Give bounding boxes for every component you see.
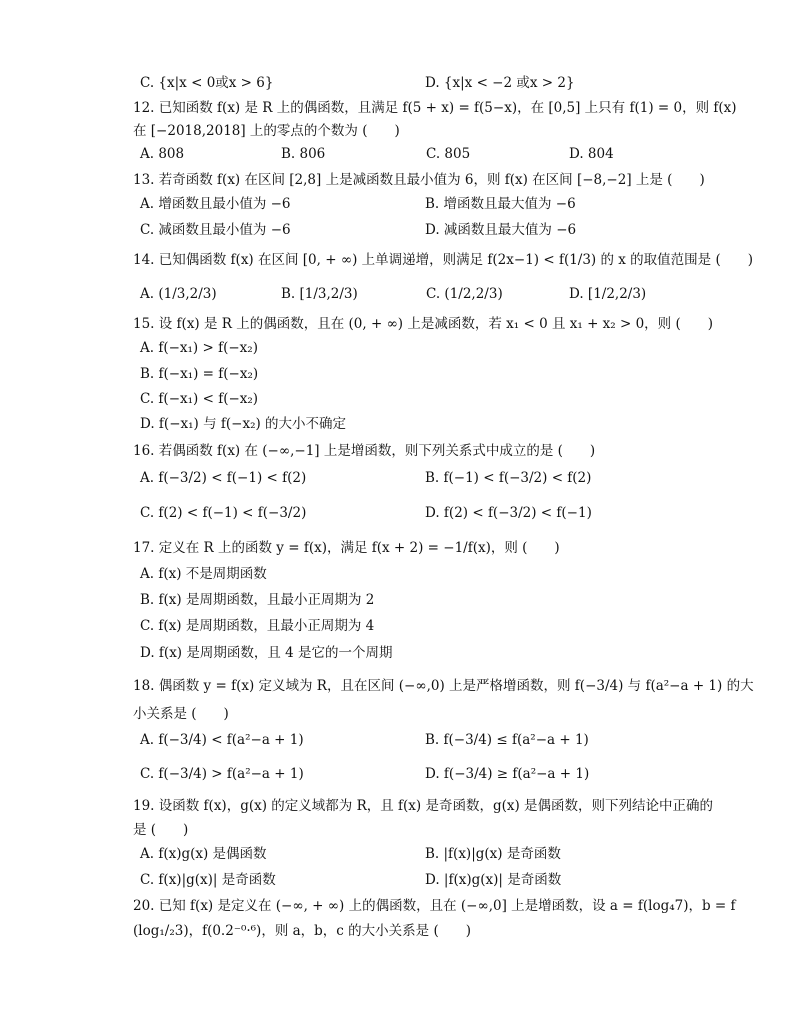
q17-opt-c: C. f(x) 是周期函数，且最小正周期为 4 <box>140 618 375 634</box>
q16-opt-d: D. f(2) < f(−3/2) < f(−1) <box>425 505 592 521</box>
q18-opt-a: A. f(−3/4) < f(a²−a + 1) <box>140 732 304 748</box>
q14-opt-c: C. (1/2,2/3) <box>426 286 503 302</box>
q12-opt-c: C. 805 <box>426 146 471 162</box>
q15-opt-c: C. f(−x₁) < f(−x₂) <box>140 391 259 407</box>
q19-stem-1: 19. 设函数 f(x)，g(x) 的定义域都为 R，且 f(x) 是奇函数，g(x) 是偶函数，则下列结论中正确的 <box>133 798 714 814</box>
q11-opt-d: D. {x|x < −2 或x > 2} <box>425 75 575 91</box>
q13-stem: 13. 若奇函数 f(x) 在区间 [2,8] 上是减函数且最小值为 6，则 f(x) 在区间 [−8,−2] 上是 ( ) <box>133 172 705 188</box>
q12-opt-d: D. 804 <box>569 146 614 162</box>
q16-opt-a: A. f(−3/2) < f(−1) < f(2) <box>140 470 307 486</box>
q12-stem-2: 在 [−2018,2018] 上的零点的个数为 ( ) <box>133 123 400 139</box>
q14-opt-d: D. [1/2,2/3) <box>569 286 647 302</box>
q20-stem-1: 20. 已知 f(x) 是定义在 (−∞, + ∞) 上的偶函数，且在 (−∞,0] 上是增函数，设 a = f(log₄7)，b = f <box>133 898 736 914</box>
q14-opt-a: A. (1/3,2/3) <box>140 286 217 302</box>
q12-opt-b: B. 806 <box>281 146 326 162</box>
q17-stem: 17. 定义在 R 上的函数 y = f(x)，满足 f(x + 2) = −1/f(x)，则 ( ) <box>133 540 560 556</box>
q13-opt-a: A. 增函数且最小值为 −6 <box>140 196 291 212</box>
q15-stem: 15. 设 f(x) 是 R 上的偶函数，且在 (0, + ∞) 上是减函数，若 x₁ < 0 且 x₁ + x₂ > 0，则 ( ) <box>133 316 714 332</box>
q15-opt-a: A. f(−x₁) > f(−x₂) <box>140 340 258 356</box>
q19-stem-2: 是 ( ) <box>133 822 189 838</box>
q18-stem-2: 小关系是 ( ) <box>133 706 229 722</box>
q13-opt-c: C. 减函数且最小值为 −6 <box>140 222 291 238</box>
q17-opt-b: B. f(x) 是周期函数，且最小正周期为 2 <box>140 592 375 608</box>
q17-opt-d: D. f(x) 是周期函数，且 4 是它的一个周期 <box>140 645 393 661</box>
q18-opt-b: B. f(−3/4) ≤ f(a²−a + 1) <box>425 732 589 748</box>
q17-opt-a: A. f(x) 不是周期函数 <box>140 566 267 582</box>
q12-opt-a: A. 808 <box>140 146 185 162</box>
q19-opt-b: B. |f(x)|g(x) 是奇函数 <box>425 846 561 862</box>
q16-opt-b: B. f(−1) < f(−3/2) < f(2) <box>425 470 592 486</box>
q12-stem-1: 12. 已知函数 f(x) 是 R 上的偶函数，且满足 f(5 + x) = f(5−x)，在 [0,5] 上只有 f(1) = 0，则 f(x) <box>133 100 737 116</box>
q14-stem: 14. 已知偶函数 f(x) 在区间 [0, + ∞) 上单调递增，则满足 f(2x−1) < f(1/3) 的 x 的取值范围是 ( ) <box>133 252 754 268</box>
q11-opt-c: C. {x|x < 0或x > 6} <box>140 75 274 91</box>
q15-opt-b: B. f(−x₁) = f(−x₂) <box>140 366 259 382</box>
q18-opt-d: D. f(−3/4) ≥ f(a²−a + 1) <box>425 766 590 782</box>
q20-stem-2: (log₁/₂3)，f(0.2⁻⁰·⁶)，则 a，b，c 的大小关系是 ( ) <box>133 923 471 939</box>
q18-stem-1: 18. 偶函数 y = f(x) 定义域为 R，且在区间 (−∞,0) 上是严格增函数，则 f(−3/4) 与 f(a²−a + 1) 的大 <box>133 678 754 694</box>
q13-opt-d: D. 减函数且最大值为 −6 <box>425 222 577 238</box>
q14-opt-b: B. [1/3,2/3) <box>281 286 358 302</box>
q19-opt-c: C. f(x)|g(x)| 是奇函数 <box>140 872 276 888</box>
q19-opt-a: A. f(x)g(x) 是偶函数 <box>140 846 267 862</box>
q16-opt-c: C. f(2) < f(−1) < f(−3/2) <box>140 505 307 521</box>
q15-opt-d: D. f(−x₁) 与 f(−x₂) 的大小不确定 <box>140 416 347 432</box>
q13-opt-b: B. 增函数且最大值为 −6 <box>425 196 576 212</box>
q19-opt-d: D. |f(x)g(x)| 是奇函数 <box>425 872 562 888</box>
q18-opt-c: C. f(−3/4) > f(a²−a + 1) <box>140 766 304 782</box>
q16-stem: 16. 若偶函数 f(x) 在 (−∞,−1] 上是增函数，则下列关系式中成立的是 ( ) <box>133 443 596 459</box>
